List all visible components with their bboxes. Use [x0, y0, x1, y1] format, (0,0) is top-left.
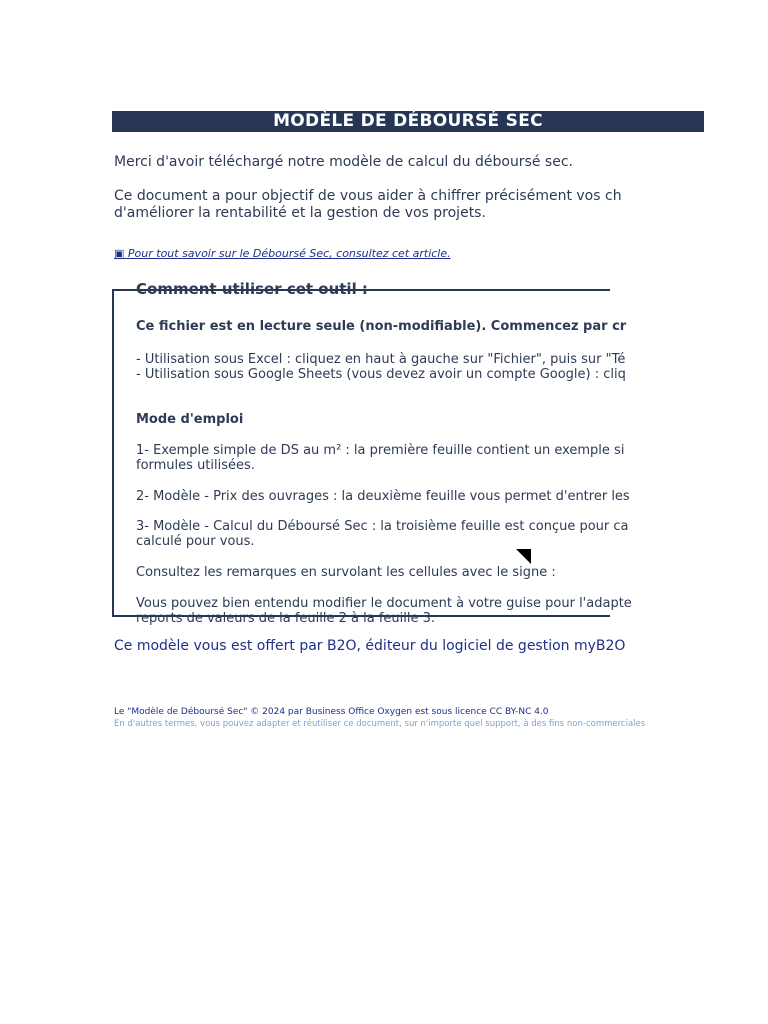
intro-thanks: Merci d'avoir téléchargé notre modèle de calcul du déboursé sec.	[114, 154, 573, 170]
link-icon: ▣	[114, 247, 125, 260]
adapt-line1: Vous pouvez bien entendu modifier le document à votre guise pour l'adapte	[136, 596, 632, 611]
step1-line2: formules utilisées.	[136, 458, 255, 473]
mode-heading: Mode d'emploi	[136, 412, 244, 427]
excel-usage: - Utilisation sous Excel : cliquez en haut à gauche sur "Fichier", puis sur "Té	[136, 352, 626, 367]
article-link[interactable]	[114, 247, 610, 261]
step3-line2: calculé pour vous.	[136, 534, 255, 549]
sheets-usage: - Utilisation sous Google Sheets (vous devez avoir un compte Google) : cliq	[136, 367, 626, 382]
article-link-text[interactable]: Pour tout savoir sur le Déboursé Sec, consultez cet article.	[124, 247, 451, 260]
step2-text: 2- Modèle - Prix des ouvrages : la deuxième feuille vous permet d'entrer les	[136, 489, 630, 504]
comment-indicator-icon[interactable]	[516, 549, 531, 564]
instructions-heading: Comment utiliser cet outil :	[136, 280, 368, 298]
license-line: Le "Modèle de Déboursé Sec" © 2024 par Business Office Oxygen est sous licence CC BY-NC 4.0	[114, 707, 549, 717]
readonly-notice: Ce fichier est en lecture seule (non-modifiable). Commencez par cr	[136, 319, 627, 334]
offer-link[interactable]: Ce modèle vous est offert par B2O, éditeur du logiciel de gestion myB2O	[114, 638, 626, 654]
license-subtext: En d'autres termes, vous pouvez adapter et réutiliser ce document, sur n'importe quel support, à des fins non-commerciales	[114, 719, 646, 729]
remarks-text: Consultez les remarques en survolant les cellules avec le signe :	[136, 565, 556, 580]
instructions-box	[112, 280, 632, 626]
intro-objective-line2: d'améliorer la rentabilité et la gestion de vos projets.	[114, 205, 486, 221]
intro-text	[114, 154, 622, 222]
step1-line1: 1- Exemple simple de DS au m² : la première feuille contient un exemple si	[136, 443, 625, 458]
adapt-line2: reports de valeurs de la feuille 2 à la feuille 3.	[136, 611, 436, 626]
step3-line1: 3- Modèle - Calcul du Déboursé Sec : la troisième feuille est conçue pour ca	[136, 519, 629, 534]
intro-objective-line1: Ce document a pour objectif de vous aider à chiffrer précisément vos ch	[114, 188, 622, 204]
page-title: MODÈLE DE DÉBOURSÉ SEC	[112, 111, 704, 132]
